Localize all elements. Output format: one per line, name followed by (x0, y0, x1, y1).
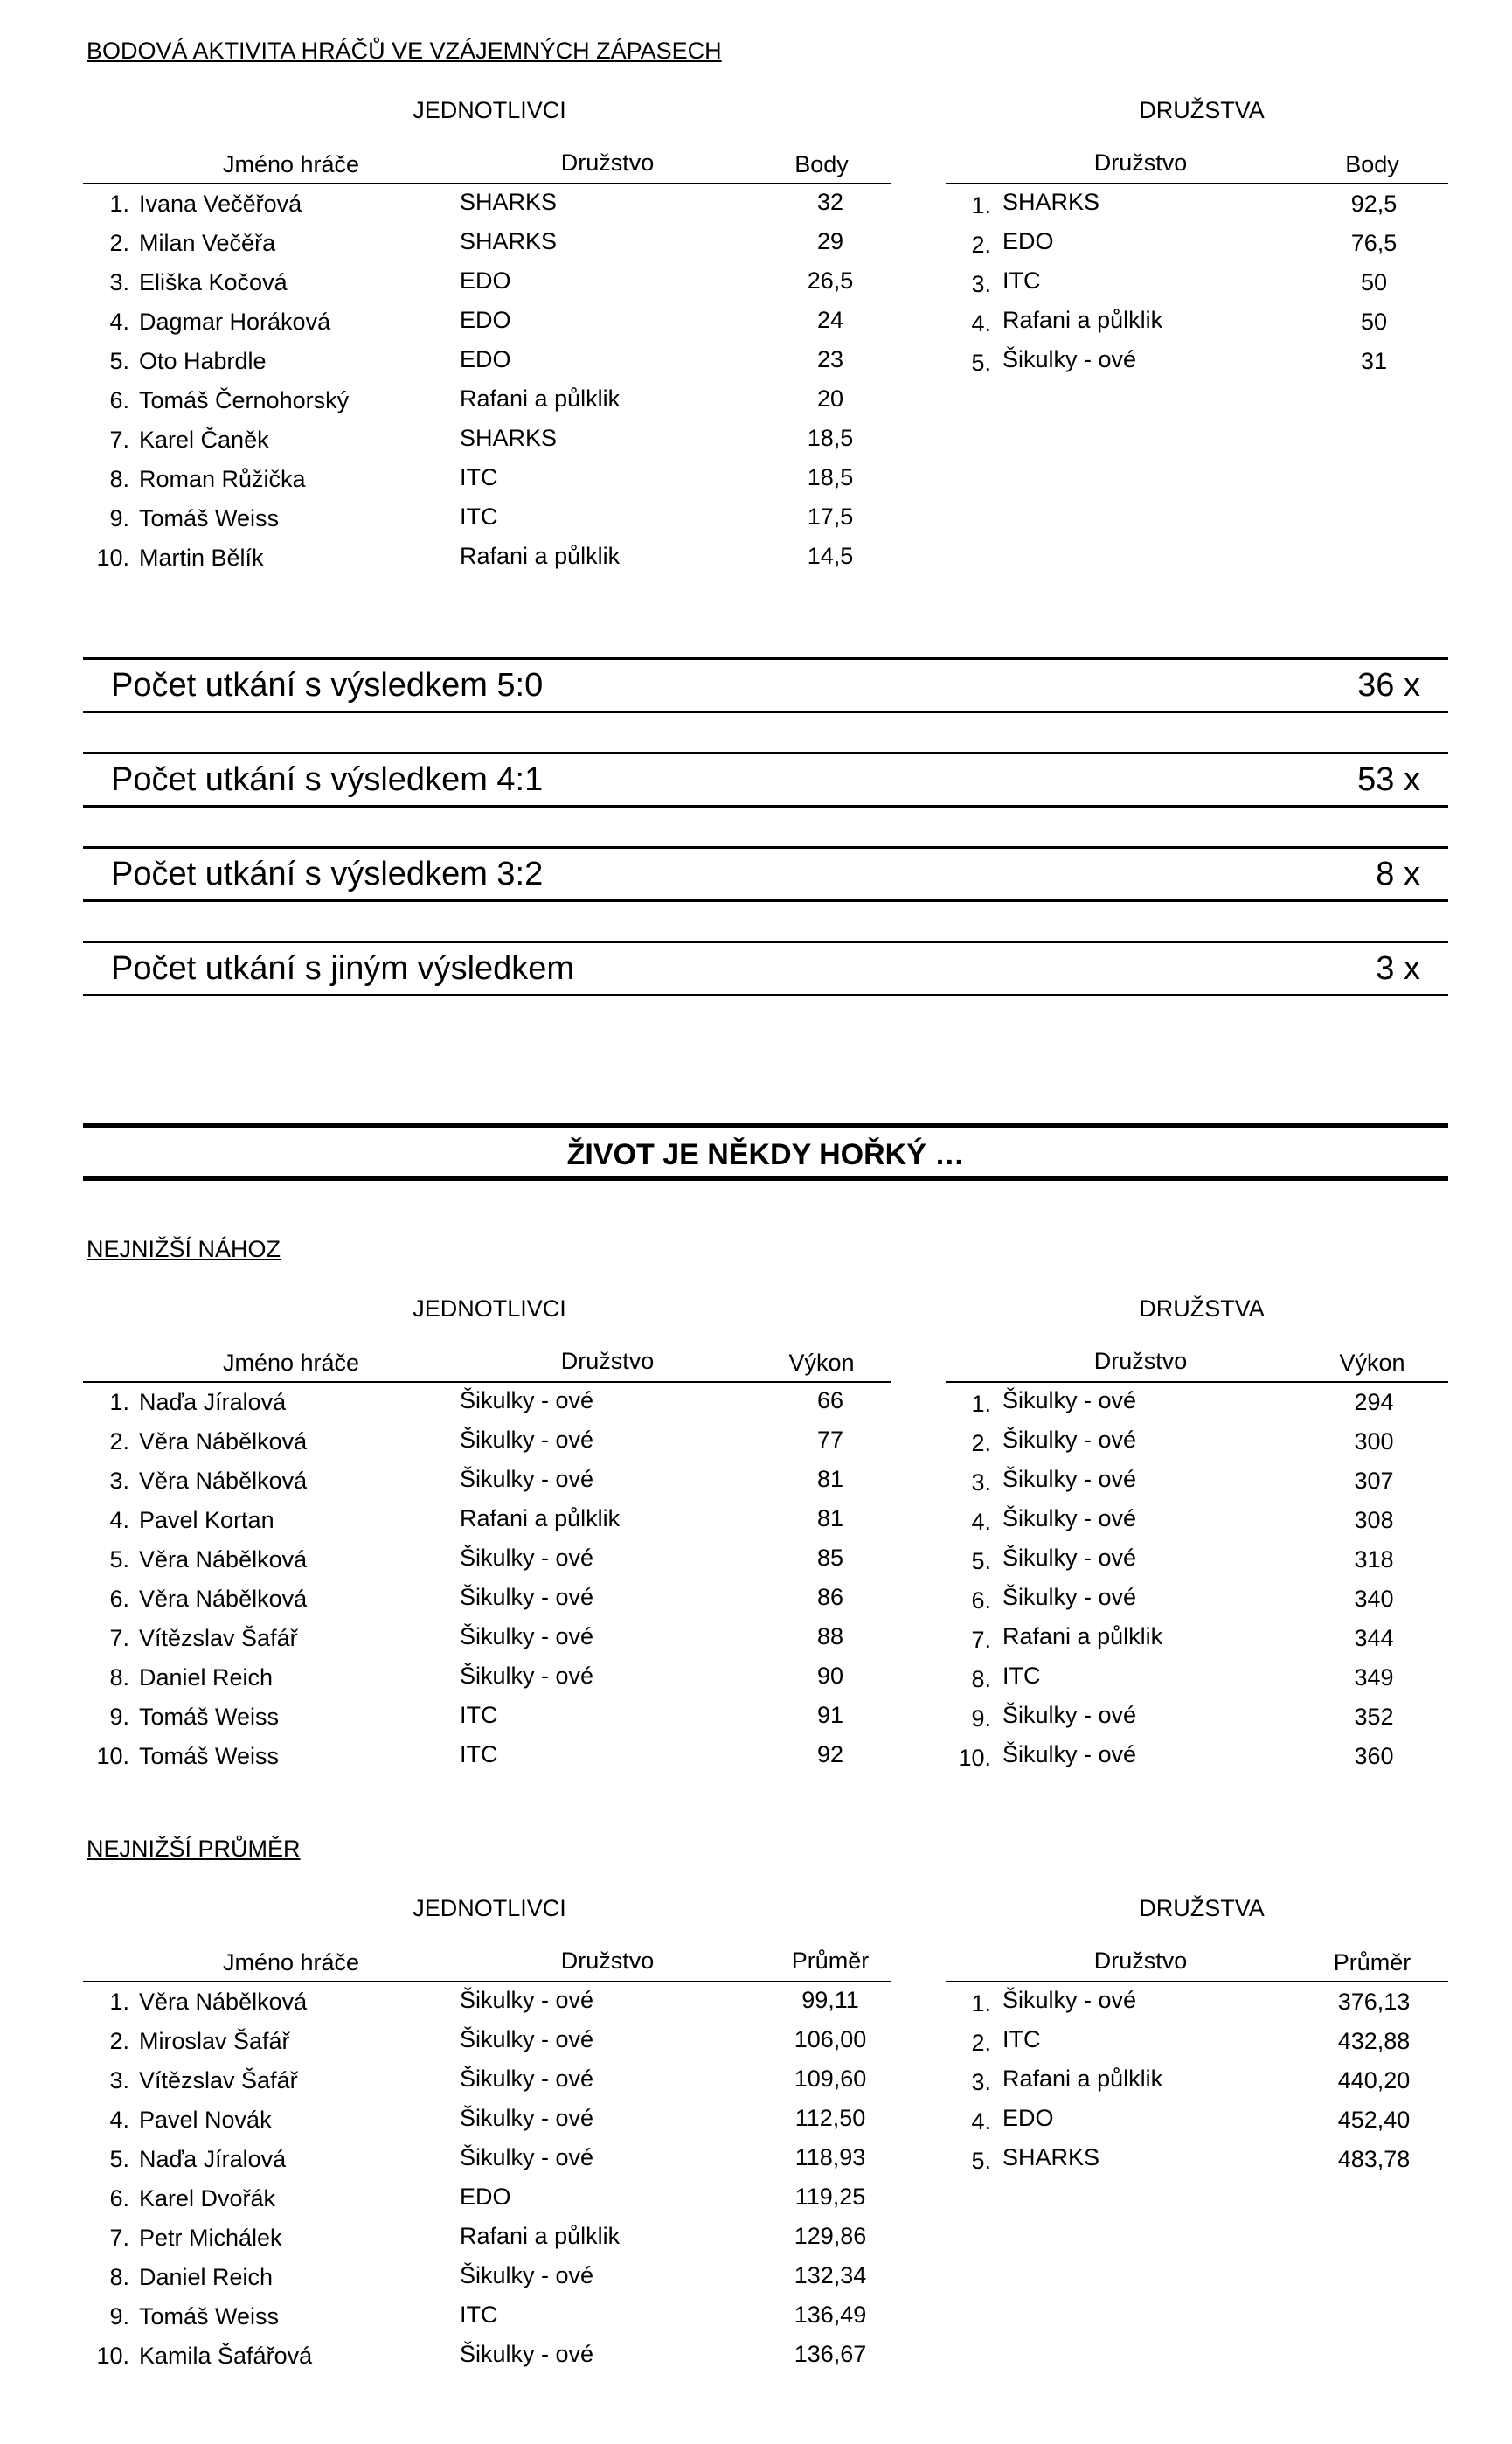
value: 50 (1360, 269, 1388, 295)
value: 50 (1360, 309, 1388, 335)
value: 92 (816, 1741, 844, 1767)
player-row (83, 543, 891, 582)
team-name: Rafani a půlklik (1002, 2066, 1163, 2092)
count-value: 8 x (1376, 856, 1420, 892)
header-divider (946, 1381, 1448, 1383)
team-row (946, 1387, 1448, 1427)
player-name: Vítězslav Šafář (139, 1625, 298, 1651)
count-label: Počet utkání s výsledkem 5:0 (111, 667, 544, 704)
rank: 9. (109, 1704, 129, 1730)
value: 18,5 (807, 464, 854, 490)
value: 92,5 (1350, 191, 1398, 217)
rank: 9. (109, 2303, 129, 2329)
team-row (946, 1663, 1448, 1702)
header-value: Body (794, 151, 849, 177)
rank: 4. (971, 1509, 991, 1535)
count-label: Počet utkání s jiným výsledkem (111, 950, 575, 987)
value: 31 (1360, 348, 1388, 374)
player-name: Ivana Večěřová (139, 191, 302, 217)
header-value: Výkon (1339, 1350, 1405, 1376)
value: 91 (816, 1702, 844, 1728)
player-row (83, 1663, 891, 1702)
count-row (83, 752, 1448, 808)
value: 18,5 (807, 425, 854, 451)
team-name: SHARKS (1002, 189, 1100, 215)
player-name: Naďa Jíralová (139, 1389, 287, 1415)
rank: 4. (109, 309, 129, 335)
value: 29 (816, 228, 844, 254)
rank: 2. (109, 1428, 129, 1455)
section-title: NEJNIŽŠÍ PRŮMĚR (87, 1836, 301, 1862)
team-name: Šikulky - ové (1002, 1466, 1137, 1492)
header-team: Družstvo (1093, 1948, 1188, 1974)
team-name: ITC (460, 1702, 498, 1728)
team-name: Šikulky - ové (460, 1584, 594, 1610)
header-divider (83, 183, 891, 184)
rank: 2. (971, 1430, 991, 1456)
count-value: 36 x (1357, 667, 1420, 704)
team-row (946, 228, 1448, 267)
rank: 4. (971, 310, 991, 337)
team-name: SHARKS (460, 189, 558, 215)
team-name: Rafani a půlklik (460, 385, 621, 412)
team-row (946, 189, 1448, 228)
value: 344 (1354, 1625, 1394, 1651)
team-name: ITC (1002, 267, 1041, 294)
rank: 2. (971, 2030, 991, 2056)
team-name: Rafani a půlklik (460, 543, 621, 569)
player-row (83, 2262, 891, 2302)
team-name: EDO (1002, 228, 1054, 254)
rank: 1. (971, 1391, 991, 1417)
player-name: Milan Večěřa (139, 230, 276, 256)
player-name: Eliška Kočová (139, 269, 288, 295)
team-name: ITC (460, 2302, 498, 2328)
value: 132,34 (794, 2262, 867, 2288)
group-label-teams: DRUŽSTVA (1139, 1895, 1265, 1921)
value: 109,60 (794, 2066, 867, 2092)
value: 300 (1354, 1428, 1394, 1455)
header-team: Družstvo (1093, 149, 1188, 176)
player-row (83, 1387, 891, 1427)
player-name: Pavel Novák (139, 2107, 272, 2133)
count-value: 53 x (1357, 761, 1420, 798)
count-row (83, 657, 1448, 713)
team-name: SHARKS (460, 425, 558, 451)
value: 349 (1354, 1664, 1394, 1691)
player-name: Tomáš Černohorský (139, 387, 350, 413)
player-name: Oto Habrdle (139, 348, 267, 374)
player-row (83, 1466, 891, 1505)
team-name: Šikulky - ové (460, 1466, 594, 1492)
header-divider (83, 1981, 891, 1982)
team-name: EDO (460, 2184, 511, 2210)
team-name: Šikulky - ové (460, 2105, 594, 2131)
team-row (946, 1987, 1448, 2026)
rank: 5. (109, 1546, 129, 1573)
player-name: Věra Nábělková (139, 1468, 308, 1494)
value: 81 (816, 1466, 844, 1492)
rank: 2. (971, 232, 991, 258)
player-row (83, 503, 891, 543)
player-name: Karel Čaněk (139, 427, 269, 453)
player-name: Věra Nábělková (139, 1428, 308, 1455)
player-name: Daniel Reich (139, 1664, 274, 1691)
team-row (946, 267, 1448, 307)
rank: 1. (971, 192, 991, 219)
team-name: EDO (1002, 2105, 1054, 2131)
team-row (946, 2066, 1448, 2105)
player-row (83, 2105, 891, 2144)
player-row (83, 2341, 891, 2380)
team-name: Šikulky - ové (1002, 1987, 1137, 2013)
rank: 3. (109, 269, 129, 295)
team-name: Šikulky - ové (460, 2341, 594, 2367)
header-divider (946, 1981, 1448, 1982)
count-label: Počet utkání s výsledkem 3:2 (111, 856, 544, 892)
header-value: Průměr (791, 1948, 870, 1974)
team-name: Šikulky - ové (460, 1987, 594, 2013)
value: 118,93 (794, 2144, 866, 2170)
player-name: Tomáš Weiss (139, 505, 280, 531)
value: 81 (816, 1505, 844, 1531)
group-label-individuals: JEDNOTLIVCI (413, 1895, 566, 1921)
value: 24 (816, 307, 844, 333)
value: 23 (816, 346, 844, 372)
player-name: Kamila Šafářová (139, 2343, 313, 2369)
player-name: Martin Bělík (139, 545, 264, 571)
rank: 3. (971, 271, 991, 297)
header-team: Družstvo (560, 1348, 655, 1374)
value: 483,78 (1337, 2146, 1411, 2172)
rank: 7. (971, 1627, 991, 1653)
team-name: Šikulky - ové (1002, 1584, 1137, 1610)
player-row (83, 267, 891, 307)
team-row (946, 1427, 1448, 1466)
team-name: ITC (460, 503, 498, 530)
player-row (83, 1702, 891, 1741)
player-name: Miroslav Šafář (139, 2028, 290, 2054)
header-team: Družstvo (560, 1948, 655, 1974)
team-name: ITC (460, 1741, 498, 1767)
player-name: Karel Dvořák (139, 2185, 276, 2211)
team-row (946, 1741, 1448, 1781)
value: 17,5 (807, 503, 854, 530)
value: 66 (816, 1387, 844, 1413)
team-name: Šikulky - ové (460, 2262, 594, 2288)
value: 26,5 (807, 267, 854, 294)
rank: 3. (971, 2069, 991, 2095)
team-name: SHARKS (460, 228, 558, 254)
header-player-name: Jméno hráče (222, 151, 360, 177)
rank: 7. (109, 2225, 129, 2251)
player-row (83, 189, 891, 228)
team-row (946, 1702, 1448, 1741)
team-name: Šikulky - ové (1002, 1702, 1137, 1728)
team-row (946, 2026, 1448, 2066)
value: 294 (1354, 1389, 1394, 1415)
value: 360 (1354, 1743, 1394, 1769)
team-name: ITC (460, 464, 498, 490)
player-row (83, 2223, 891, 2262)
group-label-individuals: JEDNOTLIVCI (413, 97, 566, 123)
team-name: Šikulky - ové (460, 1387, 594, 1413)
value: 99,11 (801, 1987, 859, 2013)
rank: 2. (109, 230, 129, 256)
rank: 8. (109, 1664, 129, 1691)
rank: 3. (109, 1468, 129, 1494)
player-name: Pavel Kortan (139, 1507, 274, 1533)
team-name: Šikulky - ové (460, 1545, 594, 1571)
team-name: ITC (1002, 1663, 1041, 1689)
group-label-individuals: JEDNOTLIVCI (413, 1295, 566, 1322)
player-name: Vítězslav Šafář (139, 2067, 298, 2093)
player-row (83, 2066, 891, 2105)
team-name: Šikulky - ové (460, 2144, 594, 2170)
rank: 9. (109, 505, 129, 531)
rank: 7. (109, 1625, 129, 1651)
rank: 2. (109, 2028, 129, 2054)
player-name: Věra Nábělková (139, 1546, 308, 1573)
section-title: NEJNIŽŠÍ NÁHOZ (87, 1236, 281, 1262)
value: 440,20 (1337, 2067, 1411, 2093)
rank: 6. (109, 2185, 129, 2211)
rank: 10. (96, 2343, 129, 2369)
team-name: Rafani a půlklik (460, 2223, 621, 2249)
rank: 6. (971, 1587, 991, 1614)
player-row (83, 1623, 891, 1663)
group-label-teams: DRUŽSTVA (1139, 97, 1265, 123)
header-value: Průměr (1333, 1949, 1411, 1975)
team-name: Šikulky - ové (460, 1623, 594, 1649)
rank: 4. (971, 2108, 991, 2135)
rank: 1. (109, 1989, 129, 2015)
player-row (83, 2026, 891, 2066)
team-name: EDO (460, 346, 511, 372)
team-name: EDO (460, 307, 511, 333)
rank: 8. (109, 2264, 129, 2290)
rank: 8. (971, 1666, 991, 1692)
header-divider (83, 1381, 891, 1383)
team-row (946, 2105, 1448, 2144)
value: 432,88 (1337, 2028, 1411, 2054)
rank: 5. (109, 2146, 129, 2172)
player-row (83, 1505, 891, 1545)
banner (83, 1123, 1448, 1181)
player-name: Roman Růžička (139, 466, 306, 492)
player-row (83, 385, 891, 425)
team-name: Šikulky - ové (460, 2066, 594, 2092)
team-row (946, 1505, 1448, 1545)
player-row (83, 1427, 891, 1466)
player-row (83, 2184, 891, 2223)
team-row (946, 1466, 1448, 1505)
banner-text: ŽIVOT JE NĚKDY HOŘKÝ … (566, 1138, 965, 1171)
player-name: Věra Nábělková (139, 1586, 308, 1612)
count-row (83, 846, 1448, 902)
team-name: Šikulky - ové (460, 2026, 594, 2052)
value: 129,86 (794, 2223, 867, 2249)
player-name: Tomáš Weiss (139, 1743, 280, 1769)
header-team: Družstvo (1093, 1348, 1188, 1374)
rank: 10. (958, 1745, 991, 1771)
team-name: Šikulky - ové (460, 1663, 594, 1689)
rank: 4. (109, 1507, 129, 1533)
player-row (83, 425, 891, 464)
value: 376,13 (1337, 1989, 1411, 2015)
team-name: Rafani a půlklik (460, 1505, 621, 1531)
player-name: Dagmar Horáková (139, 309, 331, 335)
value: 90 (816, 1663, 844, 1689)
value: 318 (1354, 1546, 1394, 1573)
team-name: SHARKS (1002, 2144, 1100, 2170)
player-row (83, 2302, 891, 2341)
player-name: Tomáš Weiss (139, 2303, 280, 2329)
team-row (946, 346, 1448, 385)
rank: 9. (971, 1705, 991, 1732)
rank: 8. (109, 466, 129, 492)
team-row (946, 1623, 1448, 1663)
count-label: Počet utkání s výsledkem 4:1 (111, 761, 544, 798)
rank: 5. (971, 2148, 991, 2174)
team-name: EDO (460, 267, 511, 294)
team-row (946, 1545, 1448, 1584)
group-label-teams: DRUŽSTVA (1139, 1295, 1265, 1322)
player-row (83, 1987, 891, 2026)
value: 308 (1354, 1507, 1394, 1533)
header-team: Družstvo (560, 149, 655, 176)
count-row (83, 941, 1448, 996)
player-name: Věra Nábělková (139, 1989, 308, 2015)
player-row (83, 2144, 891, 2184)
value: 136,49 (794, 2302, 867, 2328)
rank: 5. (971, 1548, 991, 1574)
player-row (83, 1584, 891, 1623)
player-row (83, 307, 891, 346)
value: 452,40 (1337, 2107, 1411, 2133)
header-player-name: Jméno hráče (222, 1350, 360, 1376)
value: 32 (816, 189, 844, 215)
value: 106,00 (794, 2026, 867, 2052)
value: 76,5 (1350, 230, 1398, 256)
value: 136,67 (794, 2341, 867, 2367)
rank: 5. (109, 348, 129, 374)
team-row (946, 1584, 1448, 1623)
player-name: Tomáš Weiss (139, 1704, 280, 1730)
header-value: Body (1345, 151, 1399, 177)
player-name: Naďa Jíralová (139, 2146, 287, 2172)
rank: 7. (109, 427, 129, 453)
value: 340 (1354, 1586, 1394, 1612)
team-name: Rafani a půlklik (1002, 1623, 1163, 1649)
value: 20 (816, 385, 844, 412)
value: 86 (816, 1584, 844, 1610)
rank: 1. (971, 1990, 991, 2017)
team-name: ITC (1002, 2026, 1041, 2052)
rank: 3. (971, 1469, 991, 1496)
player-row (83, 346, 891, 385)
rank: 1. (109, 1389, 129, 1415)
value: 14,5 (807, 543, 854, 569)
player-name: Petr Michálek (139, 2225, 282, 2251)
rank: 6. (109, 1586, 129, 1612)
player-row (83, 1741, 891, 1781)
player-row (83, 1545, 891, 1584)
header-divider (946, 183, 1448, 184)
header-value: Výkon (788, 1350, 855, 1376)
rank: 6. (109, 387, 129, 413)
header-player-name: Jméno hráče (222, 1949, 360, 1975)
rank: 5. (971, 350, 991, 376)
team-name: Šikulky - ové (460, 1427, 594, 1453)
value: 119,25 (794, 2184, 866, 2210)
count-value: 3 x (1376, 950, 1420, 987)
team-row (946, 307, 1448, 346)
rank: 4. (109, 2107, 129, 2133)
team-name: Šikulky - ové (1002, 346, 1137, 372)
value: 88 (816, 1623, 844, 1649)
rank: 1. (109, 191, 129, 217)
player-name: Daniel Reich (139, 2264, 274, 2290)
rank: 10. (96, 1743, 129, 1769)
value: 77 (816, 1427, 844, 1453)
team-name: Šikulky - ové (1002, 1387, 1137, 1413)
player-row (83, 464, 891, 503)
value: 352 (1354, 1704, 1394, 1730)
team-row (946, 2144, 1448, 2184)
value: 85 (816, 1545, 844, 1571)
value: 112,50 (794, 2105, 866, 2131)
team-name: Šikulky - ové (1002, 1741, 1137, 1767)
section-title: BODOVÁ AKTIVITA HRÁČŮ VE VZÁJEMNÝCH ZÁPASECH (87, 38, 722, 64)
team-name: Šikulky - ové (1002, 1427, 1137, 1453)
player-row (83, 228, 891, 267)
team-name: Šikulky - ové (1002, 1545, 1137, 1571)
team-name: Šikulky - ové (1002, 1505, 1137, 1531)
rank: 3. (109, 2067, 129, 2093)
rank: 10. (96, 545, 129, 571)
team-name: Rafani a půlklik (1002, 307, 1163, 333)
value: 307 (1354, 1468, 1394, 1494)
